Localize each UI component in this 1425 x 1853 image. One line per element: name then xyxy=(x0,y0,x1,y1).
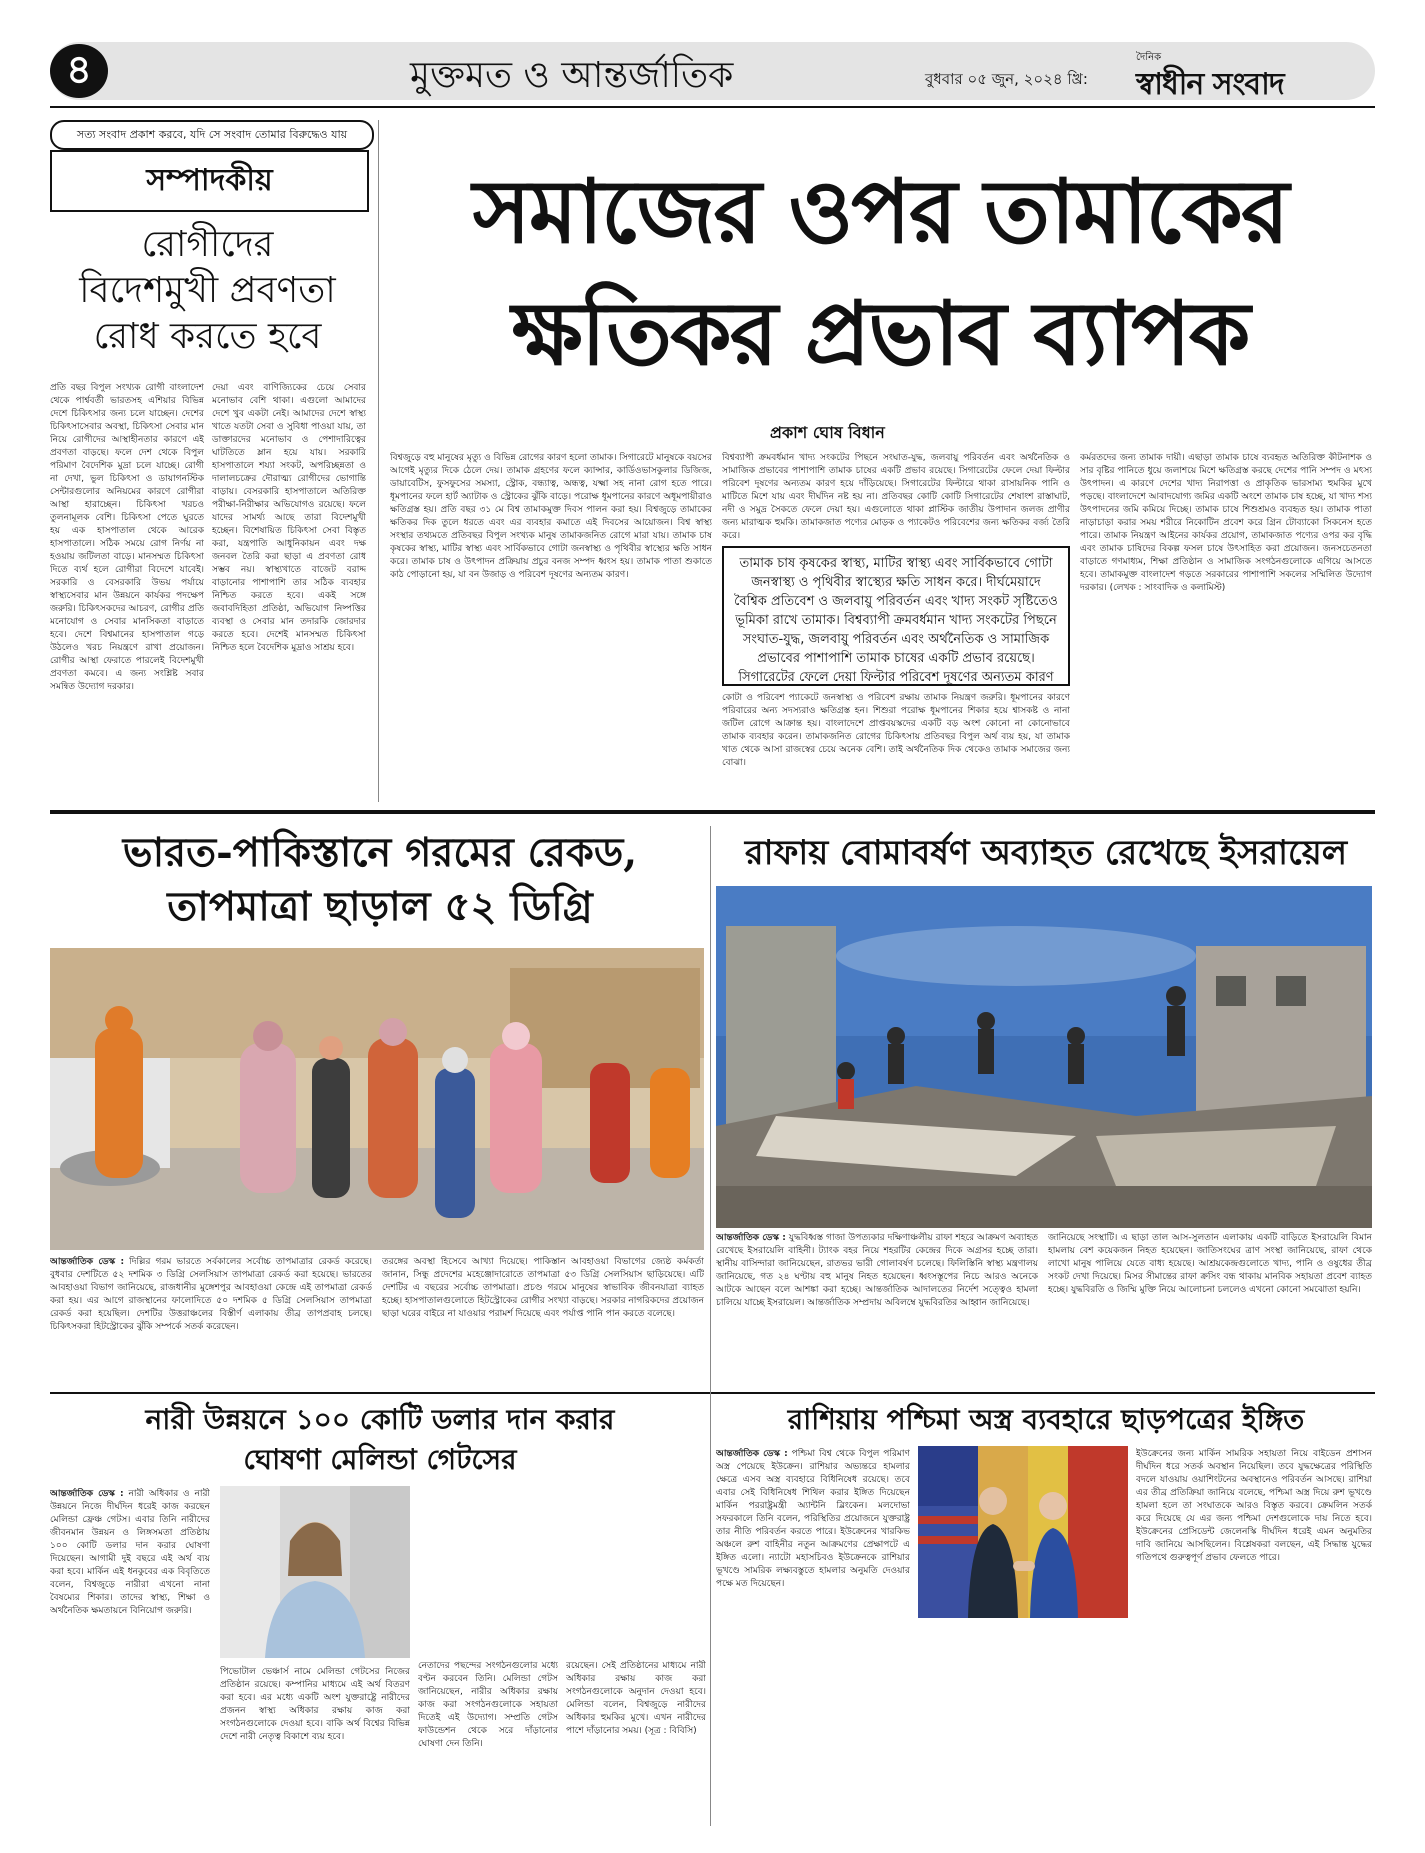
heat-headline-line: তাপমাত্রা ছাড়াল ৫২ ডিগ্রি xyxy=(167,883,593,930)
rafah-headline: রাফায় বোমাবর্ষণ অব্যাহত রেখেছে ইসরায়েল xyxy=(744,833,1348,873)
heat-column-1 xyxy=(50,1256,372,1386)
melinda-headline-line: নারী উন্নয়নে ১০০ কোটি ডলার দান করার xyxy=(145,1403,615,1436)
lead-column-3: কর্মরতদের জন্য তামাক দায়ী। এছাড়া তামাক চাষে ব্যবহৃত অতিরিক্ত কীটনাশক ও সার বৃষ্টির পানিতে ধুয়ে জলাশয়ে মিশে ক্ষতিগ্রস্ত করছে দেশের পানি সম্পদ ও মৎস্য উৎপাদন। এ কারণে দেশের খাদ্য নিরাপত্তা ও প্রাকৃতিক ভারসাম্য হুমকির মুখে পড়ছে। বাংলাদেশে আবাদযোগ্য জমির একটি অংশে তামাক চাষ হচ্ছে, যা খাদ্য শস্য উৎপাদনের জমি কমিয়ে দিচ্ছে। তামাক চাষে শিশুশ্রমও ব্যবহৃত হয়। তামাক পাতা নাড়াচাড়া করার সময় শরীরে নিকোটিন প্রবেশ করে গ্রিন টোব্যাকো সিকনেস হতে পারে। তামাক নিয়ন্ত্রণ আইনের কার্যকর প্রয়োগ, তামাকজাত পণ্যের ওপর কর বৃদ্ধি এবং তামাক চাষিদের বিকল্প ফসল চাষে উৎসাহিত করা প্রয়োজন। জনসচেতনতা বাড়াতে গণমাধ্যম, শিক্ষা প্রতিষ্ঠান ও সামাজিক সংগঠনগুলোকে এগিয়ে আসতে হবে। তামাকমুক্ত বাংলাদেশ গড়তে সরকারের পাশাপাশি সকলের সম্মিলিত উদ্যোগ দরকার। (লেখক : সাংবাদিক ও কলামিস্ট) xyxy=(1080,453,1372,593)
editorial-column-1: প্রতি বছর বিপুল সংখ্যক রোগী বাংলাদেশ থেকে পার্শ্ববর্তী ভারতসহ এশিয়ার বিভিন্ন দেশে চিকিৎসার জন্য চলে যাচ্ছেন। দেশের চিকিৎসাসেবার অবস্থা, চিকিৎসা সেবার মান নিয়ে রোগীদের আস্থাহীনতার কারণে এই প্রবণতা বাড়ছে। ফলে দেশ থেকে বিপুল পরিমাণ বৈদেশিক মুদ্রা চলে যাচ্ছে। রোগী না দেখা, ভুল চিকিৎসা ও ডায়াগনস্টিক সেন্টারগুলোর অনিয়মের কারণে রোগীরা আস্থা হারাচ্ছেন। চিকিৎসা খরচও তুলনামূলক বেশি। চিকিৎসা পেতে ঘুরতে হয় এক হাসপাতাল থেকে আরেক হাসপাতালে। সঠিক সময়ে রোগ নির্ণয় না হওয়ায় জটিলতা বাড়ে। মানসম্মত চিকিৎসা দিতে ব্যর্থ হলে রোগীরা বিদেশে যাবেই। সরকারি ও বেসরকারি উভয় পর্যায়ে স্বাস্থ্যসেবার মান উন্নয়নে কার্যকর পদক্ষেপ জরুরি। চিকিৎসকদের আচরণ, রোগীর প্রতি মনোযোগ ও সেবার মানসিকতা বাড়াতে হবে। দেশে বিশ্বমানের হাসপাতাল গড়ে উঠলেও খরচ নিয়ন্ত্রণে রাখা প্রয়োজন। রোগীর আস্থা ফেরাতে পারলেই বিদেশমুখী প্রবণতা কমবে। এ জন্য সংশ্লিষ্ট সবার সমন্বিত উদ্যোগ দরকার। xyxy=(50,383,204,692)
paper-logo xyxy=(1130,50,1365,102)
russia-photo xyxy=(918,1446,1128,1618)
heat-photo-illustration xyxy=(50,948,704,1250)
russia-column-1-text: পশ্চিমা বিশ্ব থেকে বিপুল পরিমাণ অস্ত্র পেয়েছে ইউক্রেন। রাশিয়ার অভ্যন্তরে হামলার ক্ষেত্রে এসব অস্ত্র ব্যবহারে বিধিনিষেধ রয়েছে। তবে এবার সেই বিধিনিষেধ শিথিল করার ইঙ্গিত দিয়েছেন মার্কিন পররাষ্ট্রমন্ত্রী অ্যান্টনি ব্লিংকেন। মলদোভা সফরকালে তিনি বলেন, পরিস্থিতির প্রয়োজনে যুক্তরাষ্ট্র তার নীতি পরিবর্তন করতে পারে। ইউক্রেনের খারকিভ অঞ্চলে রুশ বাহিনীর নতুন আক্রমণের প্রেক্ষাপটে এ ইঙ্গিত এলো। ন্যাটো মহাসচিবও ইউক্রেনকে রাশিয়ার ভূখণ্ডে সামরিক লক্ষ্যবস্তুতে হামলার অনুমতি দেওয়ার পক্ষে মত দিয়েছেন। xyxy=(716,1449,910,1589)
section-title: মুক্তমত ও আন্তর্জাতিক xyxy=(410,55,734,96)
lead-column-2b: কোটা ও পরিবেশ প্যাকেটে জনস্বাস্থ্য ও পরিবেশ রক্ষায় তামাক নিয়ন্ত্রণ জরুরি। ধূমপানের কারণে পরিবারের অন্য সদস্যরাও ক্ষতিগ্রস্ত হন। শিশুরা পরোক্ষ ধূমপানের শিকার হয়ে শ্বাসকষ্ট ও নানা জটিল রোগে আক্রান্ত হয়। বাংলাদেশে প্রাপ্তবয়স্কদের একটি বড় অংশ কোনো না কোনোভাবে তামাক ব্যবহার করেন। তামাকজনিত রোগের চিকিৎসায় প্রতিবছর বিপুল অর্থ ব্যয় হয়, যা তামাক খাত থেকে আসা রাজস্বের চেয়ে অনেক বেশি। তাই অর্থনৈতিক দিক থেকেও তামাক সমাজের জন্য বোঝা। xyxy=(722,693,1070,768)
melinda-column-1-text: নারী অধিকার ও নারী উন্নয়নে নিজে দীর্ঘদিন ধরেই কাজ করছেন মেলিন্ডা ফ্রেঞ্চ গেটস। এবার তিনি নারীদের জীবনমান উন্নয়ন ও লিঙ্গসমতা প্রতিষ্ঠায় ১০০ কোটি ডলার দান করার ঘোষণা দিয়েছেন। আগামী দুই বছরে এই অর্থ ব্যয় করা হবে। মার্কিন এই ধনকুবের এক বিবৃতিতে বলেন, বিশ্বজুড়ে নারীরা এখনো নানা বৈষম্যের শিকার। তাদের স্বাস্থ্য, শিক্ষা ও অর্থনৈতিক ক্ষমতায়নে বিনিয়োগ জরুরি। xyxy=(50,1489,210,1616)
heat-column-1-text: দিল্লির গরম ভারতে সর্বকালের সর্বোচ্চ তাপমাত্রার রেকর্ড করেছে। বুধবার দেশটিতে ৫২ দশমিক ৩ ডিগ্রি সেলসিয়াস তাপমাত্রা রেকর্ড করা হয়েছে। ভারতের আবহাওয়া বিভাগ জানিয়েছে, রাজধানীর মুঙ্গেশপুর আবহাওয়া কেন্দ্রে এই তাপমাত্রা রেকর্ড করা হয়। এর আগে রাজস্থানের ফালোদিতে ৫০ দশমিক ৫ ডিগ্রি সেলসিয়াস তাপমাত্রা রেকর্ড করা হয়েছিল। দেশটির উত্তরাঞ্চলের বিস্তীর্ণ এলাকায় তীব্র তাপপ্রবাহ চলছে। চিকিৎসকরা হিটস্ট্রোকের ঝুঁকি সম্পর্কে সতর্ক করেছেন। xyxy=(50,1257,372,1332)
heat-headline xyxy=(50,826,710,934)
melinda-column-2-wrap xyxy=(220,1488,410,1828)
melinda-headline-line: ঘোষণা মেলিন্ডা গেটসের xyxy=(243,1443,517,1476)
russia-column-1 xyxy=(716,1448,910,1828)
paper-name: স্বাধীন সংবাদ xyxy=(1136,67,1284,102)
russia-column-2: ইউক্রেনের জন্য মার্কিন সামরিক সহায়তা নিয়ে বাইডেন প্রশাসন দীর্ঘদিন ধরে সতর্ক অবস্থান নিয়েছিল। তবে যুদ্ধক্ষেত্রের পরিস্থিতি বদলে যাওয়ায় ওয়াশিংটনের অবস্থানেও পরিবর্তন আসছে। রাশিয়া এর তীব্র প্রতিক্রিয়া জানিয়ে বলেছে, পশ্চিমা অস্ত্র দিয়ে রুশ ভূখণ্ডে হামলা হলে তা সংঘাতকে আরও বিস্তৃত করবে। ক্রেমলিন সতর্ক করে দিয়েছে যে এর জন্য পশ্চিমা দেশগুলোকে দায় নিতে হবে। ইউক্রেনের প্রেসিডেন্ট জেলেনস্কি দীর্ঘদিন ধরেই এমন অনুমতির দাবি জানিয়ে আসছিলেন। বিশ্লেষকরা বলছেন, এই সিদ্ধান্ত যুদ্ধের গতিপথে গুরুত্বপূর্ণ প্রভাব ফেলতে পারে। xyxy=(1136,1449,1372,1563)
rafah-column-1 xyxy=(716,1232,1038,1386)
rafah-photo xyxy=(716,886,1372,1228)
column-divider xyxy=(710,826,711,1826)
heat-column-2: তরঙ্গের অবস্থা হিসেবে আখ্যা দিয়েছে। পাকিস্তান আবহাওয়া বিভাগের জ্যেষ্ঠ কর্মকর্তা জানান, সিন্ধু প্রদেশের মহেঞ্জোদারোতে তাপমাত্রা ৫৩ ডিগ্রি সেলসিয়াস ছাড়িয়েছে। এটি দেশটির এ বছরের সর্বোচ্চ তাপমাত্রা। প্রচণ্ড গরমে মানুষের স্বাভাবিক জীবনযাত্রা ব্যাহত হচ্ছে। হাসপাতালগুলোতে হিটস্ট্রোকের রোগীর সংখ্যা বাড়ছে। সরকার নাগরিকদের প্রয়োজন ছাড়া ঘরের বাইরে না যাওয়ার পরামর্শ দিয়েছে এবং পর্যাপ্ত পানি পান করতে বলেছে। xyxy=(382,1257,704,1319)
lead-byline: প্রকাশ ঘোষ বিধান xyxy=(770,423,885,442)
rafah-photo-illustration xyxy=(716,886,1372,1228)
lead-headline xyxy=(390,150,1370,394)
melinda-column-4: রয়েছেন। সেই প্রতিষ্ঠানের মাধ্যমে নারী অধিকার রক্ষায় কাজ করা সংগঠনগুলোকে অনুদান দেওয়া হবে। মেলিন্ডা বলেন, বিশ্বজুড়ে নারীদের অধিকার হুমকির মুখে। এখন নারীদের পাশে দাঁড়ানোর সময়। (সূত্র : বিবিসি) xyxy=(566,1661,706,1736)
header-rule xyxy=(50,106,1375,108)
melinda-column-2: পিভোটাল ভেঞ্চার্স নামে মেলিন্ডা গেটসের নিজের প্রতিষ্ঠান রয়েছে। কম্পানির মাধ্যমে এই অর্থ বিতরণ করা হবে। এর মধ্যে একটি অংশ যুক্তরাষ্ট্রে নারীদের প্রজনন স্বাস্থ্য অধিকার রক্ষায় কাজ করা সংগঠনগুলোকে দেওয়া হবে। বাকি অর্থ বিশ্বের বিভিন্ন দেশে নারী নেতৃত্ব বিকাশে ব্যয় হবে। xyxy=(220,1667,410,1742)
lead-column-2: বিশ্বব্যাপী ক্রমবর্ধমান খাদ্য সংকটের পিছনে সংঘাত-যুদ্ধ, জলবায়ু পরিবর্তন এবং অর্থনৈতিক ও সামাজিক প্রভাবের পাশাপাশি তামাক চাষের একটি প্রভাব রয়েছে। সিগারেটের ফেলে দেয়া ফিল্টার পরিবেশ দূষণের অন্যতম কারণ হয়ে দাঁড়িয়েছে। সিগারেটের ফিল্টারে থাকা রাসায়নিক পানি ও মাটিতে মিশে যায় এবং দীর্ঘদিন নষ্ট হয় না। প্রতিবছর কোটি কোটি সিগারেটের শেষাংশ রাস্তাঘাট, নদী ও সমুদ্র সৈকতে ফেলে দেয়া হয়। এগুলোতে থাকা প্লাস্টিক জাতীয় উপাদান জলজ প্রাণীর জন্য মারাত্মক হুমকি। তামাকজাত পণ্যের মোড়ক ও প্যাকেটও পরিবেশের জন্য ক্ষতিকর বর্জ্য তৈরি করে। xyxy=(722,453,1070,541)
lead-column-1: বিশ্বজুড়ে বহু মানুষের মৃত্যু ও বিভিন্ন রোগের কারণ হলো তামাক। সিগারেটে মানুষকে বয়সের আগেই মৃত্যুর দিকে ঠেলে দেয়। তামাক গ্রহণের ফলে ক্যান্সার, কার্ডিওভাসকুলার ডিজিজ, ডায়াবেটিস, ফুসফুসের সমস্যা, স্ট্রোক, বন্ধ্যাত্ব, অন্ধত্ব, যক্ষ্মা সহ নানা রোগ হতে পারে। ধূমপানের ফলে হার্ট অ্যাটাক ও স্ট্রোকের ঝুঁকি বাড়ে। পরোক্ষ ধূমপানের কারণে অধূমপায়ীরাও ক্ষতিগ্রস্ত হয়। প্রতি বছর ৩১ মে বিশ্ব তামাকমুক্ত দিবস পালন করা হয়। বিশ্বজুড়ে তামাকের ক্ষতিকর দিক তুলে ধরতে এবং এর ব্যবহার কমাতে এই দিবসের আয়োজন। বিশ্ব স্বাস্থ্য সংস্থার তথ্যমতে প্রতিবছর বিপুল সংখ্যক মানুষ তামাকজনিত রোগে মারা যায়। তামাক চাষ কৃষকের স্বাস্থ্য, মাটির স্বাস্থ্য এবং সার্বিকভাবে গোটা জনস্বাস্থ্য ও পৃথিবীর স্বাস্থ্যের ক্ষতি সাধন করে। তামাক চাষ ও উৎপাদন প্রক্রিয়ায় প্রচুর বনজ সম্পদ ধ্বংস হয়। তামাক পাতা শুকাতে কাঠ পোড়ানো হয়, যা বন উজাড় ও পরিবেশ দূষণের অন্যতম কারণ। xyxy=(390,453,712,580)
editorial-label: সম্পাদকীয় xyxy=(50,150,369,212)
bottom-section-rule xyxy=(50,1392,1375,1394)
issue-date: বুধবার ০৫ জুন, ২০২৪ খ্রি: xyxy=(925,70,1088,88)
editorial-headline xyxy=(50,222,365,360)
russia-headline: রাশিয়ায় পশ্চিমা অস্ত্র ব্যবহারে ছাড়পত্রের ইঙ্গিত xyxy=(787,1403,1305,1436)
russia-dateline: আন্তর্জাতিক ডেস্ক : xyxy=(716,1449,788,1459)
russia-column-1b xyxy=(918,1624,1128,1828)
editorial-column-2: দেয়া এবং বাণিজ্যিকের চেয়ে সেবার মনোভাব বেশি থাকা। এগুলো আমাদের দেশে খুব একটা নেই। আমাদের দেশে স্বাস্থ্য খাতে যতটা সেবা ও সুবিধা পাওয়া যায়, তা ডাক্তারদের মনোভাব ও পেশাদারিত্বের ঘাটতিতে ম্লান হয়ে যায়। সরকারি হাসপাতালে শয্যা সংকট, অপরিচ্ছন্নতা ও দালালচক্রের দৌরাত্ম্য রোগীদের ভোগান্তি বাড়ায়। বেসরকারি হাসপাতালে অতিরিক্ত পরীক্ষা-নিরীক্ষার অভিযোগও রয়েছে। ফলে যাদের সামর্থ্য আছে তারা বিদেশমুখী হচ্ছেন। বিশেষায়িত চিকিৎসা সেবা বিস্তৃত করা, যন্ত্রপাতি আধুনিকায়ন এবং দক্ষ জনবল তৈরি করা ছাড়া এ প্রবণতা রোধ সম্ভব নয়। স্বাস্থ্যখাতে বাজেট বরাদ্দ বাড়ানোর পাশাপাশি তার সঠিক ব্যবহার নিশ্চিত করতে হবে। একই সঙ্গে জবাবদিহিতা প্রতিষ্ঠা, অভিযোগ নিষ্পত্তির ব্যবস্থা ও সেবার মান তদারকি জোরদার করতে হবে। দেশেই মানসম্মত চিকিৎসা নিশ্চিত হলে বৈদেশিক মুদ্রাও সাশ্রয় হবে। xyxy=(212,383,366,653)
melinda-column-1 xyxy=(50,1488,210,1828)
lead-headline-line: সমাজের ওপর তামাকের xyxy=(472,159,1288,263)
melinda-dateline: আন্তর্জাতিক ডেস্ক : xyxy=(50,1489,124,1499)
pull-quote: তামাক চাষ কৃষকের স্বাস্থ্য, মাটির স্বাস্থ্য এবং সার্বিকভাবে গোটা জনস্বাস্থ্য ও পৃথিবীর স্বাস্থ্যের ক্ষতি সাধন করে। দীর্ঘমেয়াদে বৈশ্বিক প্রতিবেশ ও জলবায়ু পরিবর্তন এবং খাদ্য সংকট সৃষ্টিতেও ভূমিকা রাখে তামাক। বিশ্বব্যাপী ক্রমবর্ধমান খাদ্য সংকটের পিছনে সংঘাত-যুদ্ধ, জলবায়ু পরিবর্তন এবং অর্থনৈতিক ও সামাজিক প্রভাবের পাশাপাশি তামাক চাষের একটি প্রভাব রয়েছে। সিগারেটের ফেলে দেয়া ফিল্টার পরিবেশ দূষণের অন্যতম কারণ xyxy=(722,546,1070,686)
heat-headline-line: ভারত-পাকিস্তানে গরমের রেকড, xyxy=(122,829,638,876)
rafah-column-2: জানিয়েছে সংস্থাটি। এ ছাড়া তাল আস-সুলতান এলাকায় একটি বাড়িতে ইসরায়েলি বিমান হামলায় বেশ কয়েকজন নিহত হয়েছেন। জাতিসংঘের ত্রাণ সংস্থা জানিয়েছে, রাফা থেকে লাখো মানুষ পালিয়ে যেতে বাধ্য হয়েছে। আশ্রয়কেন্দ্রগুলোতে খাদ্য, পানি ও ওষুধের তীব্র সংকট দেখা দিয়েছে। মিসর সীমান্তের রাফা ক্রসিং বন্ধ থাকায় মানবিক সহায়তা প্রবেশ ব্যাহত হচ্ছে। যুদ্ধবিরতি ও জিম্মি মুক্তি নিয়ে আলোচনা চললেও এখনো কোনো সমঝোতা হয়নি। xyxy=(1048,1233,1372,1295)
rafah-dateline: আন্তর্জাতিক ডেস্ক : xyxy=(716,1233,786,1243)
melinda-column-3: নেতাদের পছন্দের সংগঠনগুলোর মধ্যে বণ্টন করবেন তিনি। মেলিন্ডা গেটস জানিয়েছেন, নারীর অধিকার রক্ষায় কাজ করা সংগঠনগুলোকে সহায়তা দিতেই এই উদ্যোগ। সম্প্রতি গেটস ফাউন্ডেশন থেকে সরে দাঁড়ানোর ঘোষণা দেন তিনি। xyxy=(418,1661,558,1749)
heat-dateline: আন্তর্জাতিক ডেস্ক : xyxy=(50,1257,125,1267)
russia-photo-illustration xyxy=(918,1446,1128,1618)
rafah-column-1-text: যুদ্ধবিধ্বস্ত গাজা উপত্যকার দক্ষিণাঞ্চলীয় রাফা শহরে আক্রমণ অব্যাহত রেখেছে ইসরায়েলি বাহিনী। ট্যাংক বহর নিয়ে শহরটির কেন্দ্রের দিকে অগ্রসর হচ্ছে তারা। স্থানীয় বাসিন্দারা জানিয়েছেন, রাতভর ভারী গোলাবর্ষণ চলেছে। ফিলিস্তিনি স্বাস্থ্য মন্ত্রণালয় জানিয়েছে, গত ২৪ ঘণ্টায় বহু মানুষ নিহত হয়েছেন। ধ্বংসস্তূপের নিচে আরও অনেকে আটকে আছেন বলে আশঙ্কা করা হচ্ছে। আন্তর্জাতিক আদালতের নির্দেশ সত্ত্বেও হামলা চালিয়ে যাচ্ছে ইসরায়েল। আন্তর্জাতিক সম্প্রদায় অবিলম্বে যুদ্ধবিরতির আহ্বান জানিয়েছে। xyxy=(716,1233,1038,1308)
page-number: ৪ xyxy=(50,44,108,98)
column-divider xyxy=(378,120,379,802)
lead-headline-line: ক্ষতিকর প্রভাব ব্যাপক xyxy=(511,281,1249,385)
editorial-headline-line: রোধ করতে হবে xyxy=(93,316,322,357)
melinda-headline xyxy=(50,1400,710,1480)
editorial-motto: সত্য সংবাদ প্রকাশ করবে, যদি সে সংবাদ তোমার বিরুদ্ধেও যায় xyxy=(50,120,374,150)
heat-photo xyxy=(50,948,704,1250)
section-rule xyxy=(50,810,1375,814)
editorial-headline-line: রোগীদের xyxy=(141,224,274,265)
paper-tagline: দৈনিক xyxy=(1136,52,1162,63)
editorial-headline-line: বিদেশমুখী প্রবণতা xyxy=(79,270,336,311)
